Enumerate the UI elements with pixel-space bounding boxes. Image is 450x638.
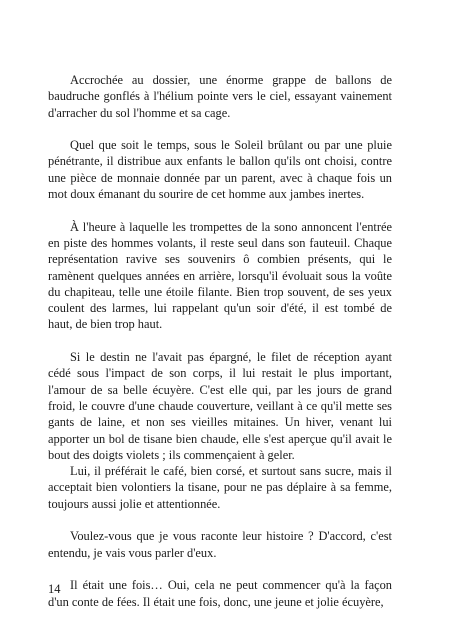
paragraph-5: Lui, il préférait le café, bien corsé, et surtout sans sucre, mais il acceptait bien volontiers la tisane, pour ne pas déplaire à sa femme, toujours aussi jolie et attentionnée.	[48, 464, 392, 511]
paragraph-1: Accrochée au dossier, une énorme grappe de ballons de baudruche gonflés à l'hélium pointe vers le ciel, essayant vainement d'arracher du sol l'homme et sa cage.	[48, 73, 392, 120]
paragraph-7: Il était une fois… Oui, cela ne peut commencer qu'à la façon d'un conte de fées. Il était une fois, donc, une jeune et jolie écuyère,	[48, 578, 392, 609]
page-number: 14	[48, 582, 61, 596]
paragraph-6: Voulez-vous que je vous raconte leur histoire ? D'accord, c'est entendu, je vais vous parler d'eux.	[48, 529, 392, 560]
paragraph-4: Si le destin ne l'avait pas épargné, le filet de réception ayant cédé sous l'impact de son corps, il lui restait le plus important, l'amour de sa belle écuyère. C'est elle qui, par les jours de grand froid, le couvre d'une chaude couverture, veillant à ce qu'il mette ses gants de laine, et non ses vieilles mitaines. Un hiver, venant lui apporter un bol de tisane bien chaude, elle s'est aperçue qu'il avait le bout des doigts violets ; ils commençaient à geler.	[48, 350, 392, 462]
body-text	[48, 72, 392, 610]
paragraph-2: Quel que soit le temps, sous le Soleil brûlant ou par une pluie pénétrante, il distribue aux enfants le ballon qu'ils ont choisi, contre une pièce de monnaie donnée par un parent, avec à chaque fois un mot doux émanant du sourire de cet homme aux jambes inertes.	[48, 138, 392, 202]
paragraph-3: À l'heure à laquelle les trompettes de la sono annoncent l'entrée en piste des hommes volants, il reste seul dans son fauteuil. Chaque représentation ravive ses souvenirs ô combien présents, qui le ramènent quelques années en arrière, lorsqu'il évoluait sous la voûte du chapiteau, telle une étoile filante. Bien trop souvent, de ses yeux coulent des larmes, lui rappelant qu'un soir d'été, il est tombé de haut, de bien trop haut.	[48, 219, 392, 332]
